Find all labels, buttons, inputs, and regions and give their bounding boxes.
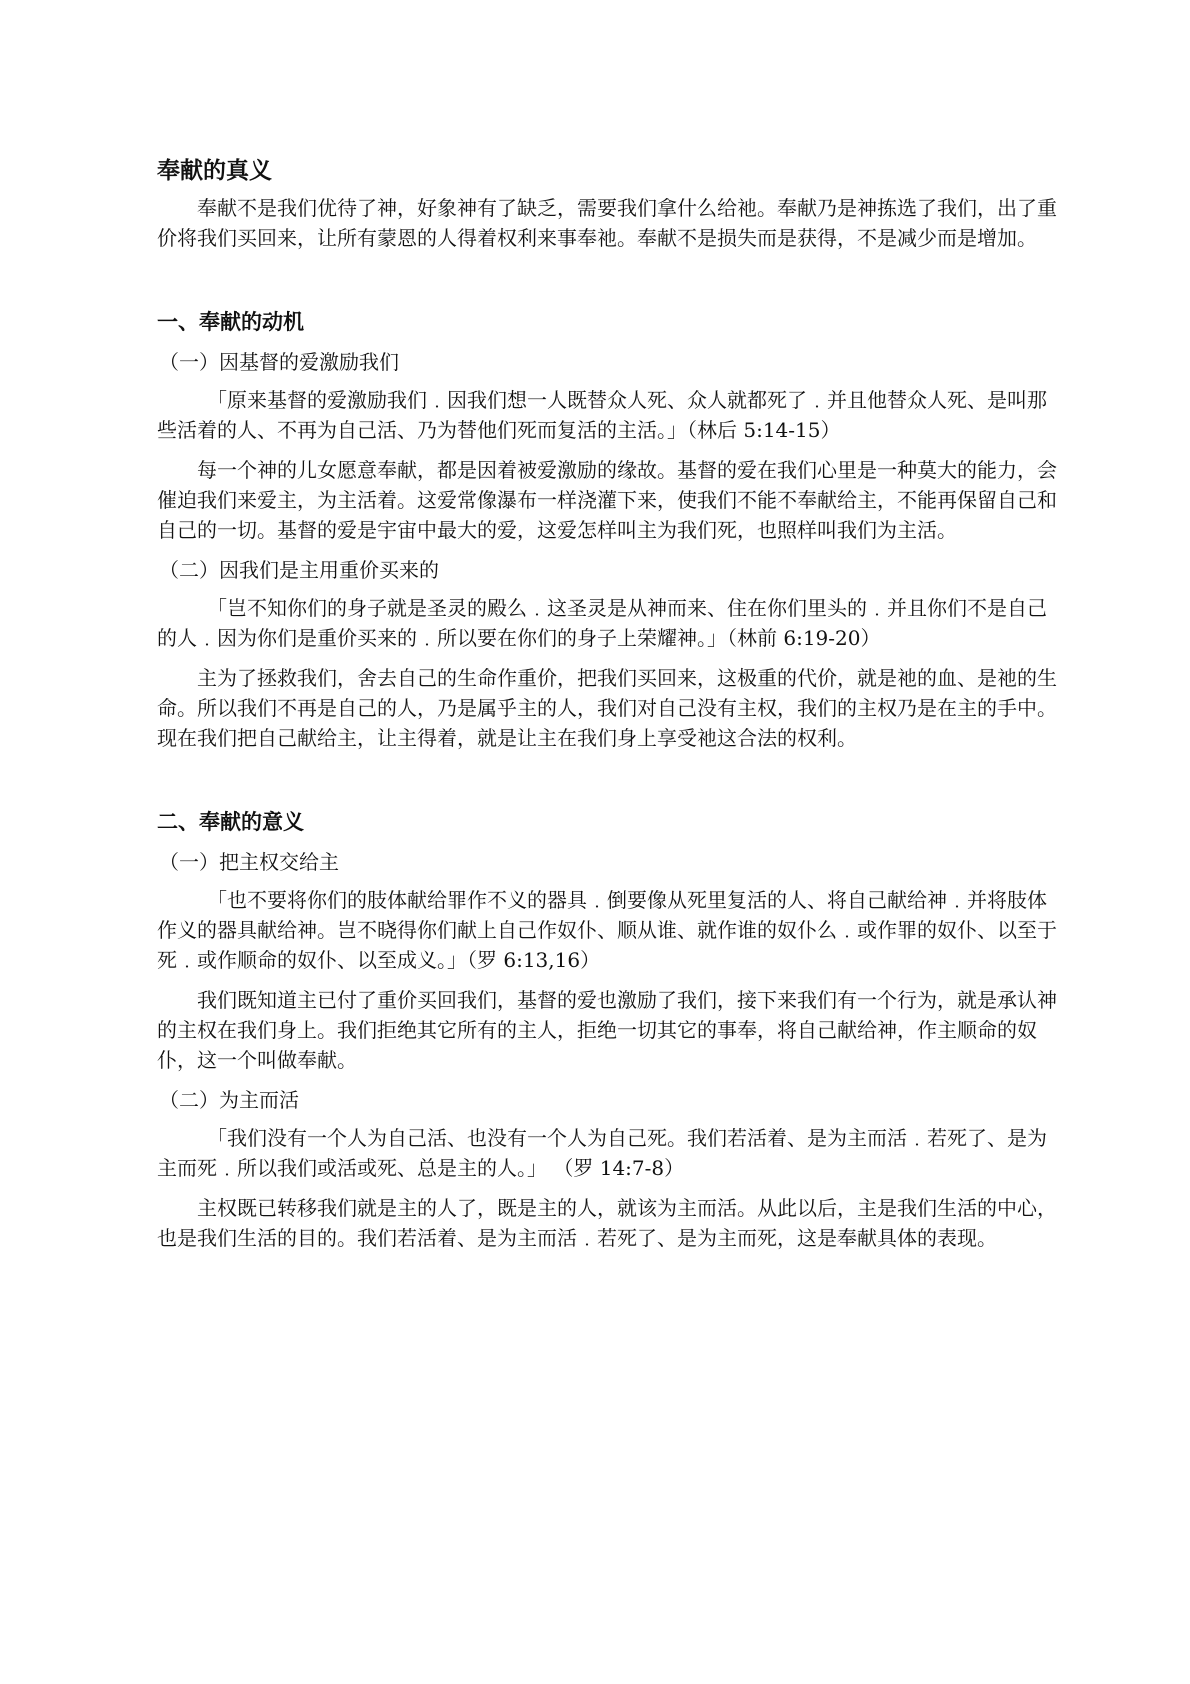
subsection-heading: （一）因基督的爱激励我们: [159, 350, 399, 374]
scripture-quote: 「岂不知你们的身子就是圣灵的殿么﹒这圣灵是从神而来、住在你们里头的﹒并且你们不是自己的人﹒因为你们是重价买来的﹒所以要在你们的身子上荣耀神。」（林前 6:19-20）: [157, 596, 1047, 650]
subsection: [157, 847, 1060, 1075]
scripture-quote: 「我们没有一个人为自己活、也没有一个人为自己死。我们若活着、是为主而活﹒若死了、是为主而死﹒所以我们或活或死、总是主的人。」 （罗 14:7-8）: [157, 1126, 1047, 1180]
scripture-quote: 「原来基督的爱激励我们﹒因我们想一人既替众人死、众人就都死了﹒并且他替众人死、是叫那些活着的人、不再为自己活、乃为替他们死而复活的主活。」（林后 5:14-15）: [157, 388, 1047, 442]
body-paragraph: 每一个神的儿女愿意奉献，都是因着被爱激励的缘故。基督的爱在我们心里是一种莫大的能力，会催迫我们来爱主，为主活着。这爱常像瀑布一样浇灌下来，使我们不能不奉献给主，不能再保留自己和自己的一切。基督的爱是宇宙中最大的爱，这爱怎样叫主为我们死，也照样叫我们为主活。: [157, 458, 1057, 542]
document-title: 奉献的真义: [157, 158, 272, 184]
subsection-heading: （一）把主权交给主: [159, 850, 339, 874]
subsection-heading: （二）因我们是主用重价买来的: [159, 558, 439, 582]
body-paragraph: 主权既已转移我们就是主的人了，既是主的人，就该为主而活。从此以后，主是我们生活的中心，也是我们生活的目的。我们若活着、是为主而活﹒若死了、是为主而死，这是奉献具体的表现。: [157, 1196, 1057, 1250]
intro-paragraph: 奉献不是我们优待了神，好象神有了缺乏，需要我们拿什么给祂。奉献乃是神拣选了我们，出了重价将我们买回来，让所有蒙恩的人得着权利来事奉祂。奉献不是损失而是获得，不是减少而是增加。: [157, 196, 1057, 250]
subsection-heading: （二）为主而活: [159, 1088, 299, 1112]
body-paragraph: 我们既知道主已付了重价买回我们，基督的爱也激励了我们，接下来我们有一个行为，就是承认神的主权在我们身上。我们拒绝其它所有的主人，拒绝一切其它的事奉，将自己献给神，作主顺命的奴仆，这一个叫做奉献。: [157, 988, 1057, 1072]
subsection: [157, 555, 1060, 753]
section-motive: [157, 307, 1060, 753]
scripture-quote: 「也不要将你们的肢体献给罪作不义的器具﹒倒要像从死里复活的人、将自己献给神﹒并将肢体作义的器具献给神。岂不晓得你们献上自己作奴仆、顺从谁、就作谁的奴仆么﹒或作罪的奴仆、以至于死﹒或作顺命的奴仆、以至成义。」（罗 6:13,16）: [157, 888, 1057, 972]
section-title: 一、奉献的动机: [157, 310, 304, 334]
section-title: 二、奉献的意义: [157, 810, 304, 834]
subsection: [157, 347, 1060, 545]
subsection: [157, 1085, 1060, 1253]
section-meaning: [157, 807, 1060, 1253]
body-paragraph: 主为了拯救我们，舍去自己的生命作重价，把我们买回来，这极重的代价，就是祂的血、是祂的生命。所以我们不再是自己的人，乃是属乎主的人，我们对自己没有主权，我们的主权乃是在主的手中。现在我们把自己献给主，让主得着，就是让主在我们身上享受祂这合法的权利。: [157, 666, 1057, 750]
